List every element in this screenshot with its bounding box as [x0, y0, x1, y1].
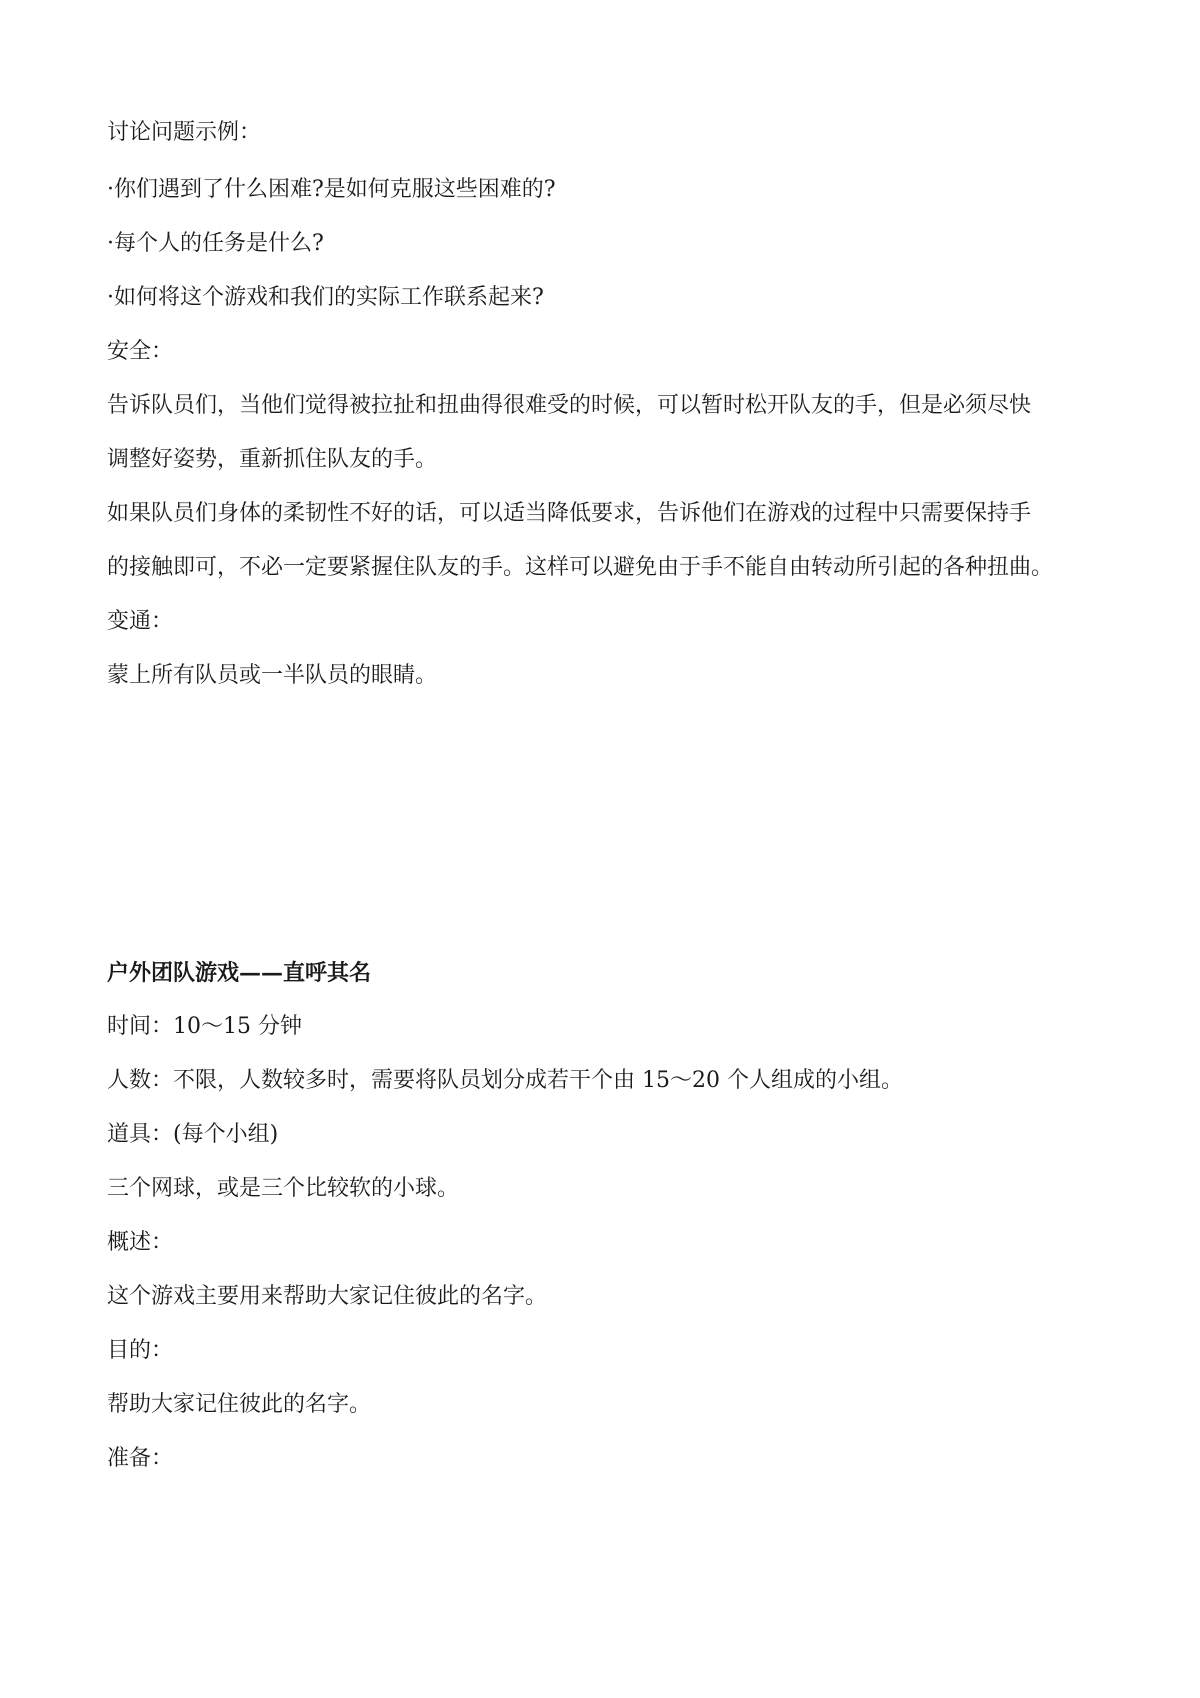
- props-text: 三个网球，或是三个比较软的小球。: [107, 1176, 460, 1201]
- safety-paragraph-2-line-1: 如果队员们身体的柔韧性不好的话，可以适当降低要求，告诉他们在游戏的过程中只需要保持手: [107, 501, 1032, 526]
- purpose-text: 帮助大家记住彼此的名字。: [107, 1392, 372, 1417]
- safety-paragraph-2-line-2: 的接触即可，不必一定要紧握住队友的手。这样可以避免由于手不能自由转动所引起的各种扭曲。: [107, 555, 1054, 580]
- safety-heading: 安全：: [107, 339, 174, 364]
- time-info: 时间：10～15 分钟: [107, 1014, 302, 1039]
- overview-text: 这个游戏主要用来帮助大家记住彼此的名字。: [107, 1284, 548, 1309]
- variation-text: 蒙上所有队员或一半队员的眼睛。: [107, 663, 438, 688]
- safety-paragraph-1-line-1: 告诉队员们，当他们觉得被拉扯和扭曲得很难受的时候，可以暂时松开队友的手，但是必须尽快: [107, 393, 1032, 418]
- safety-paragraph-1-line-2: 调整好姿势，重新抓住队友的手。: [107, 447, 438, 472]
- discussion-heading: 讨论问题示例：: [107, 120, 262, 145]
- variation-heading: 变通：: [107, 609, 174, 634]
- game-title: 户外团队游戏——直呼其名: [107, 960, 372, 986]
- overview-heading: 概述：: [107, 1230, 174, 1255]
- prep-heading: 准备：: [107, 1446, 174, 1471]
- question-1: ·你们遇到了什么困难?是如何克服这些困难的?: [107, 177, 556, 202]
- purpose-heading: 目的：: [107, 1338, 174, 1363]
- props-heading: 道具：(每个小组): [107, 1122, 279, 1147]
- question-2: ·每个人的任务是什么?: [107, 231, 324, 256]
- people-info: 人数：不限，人数较多时，需要将队员划分成若干个由 15～20 个人组成的小组。: [107, 1068, 903, 1093]
- question-3: ·如何将这个游戏和我们的实际工作联系起来?: [107, 285, 544, 310]
